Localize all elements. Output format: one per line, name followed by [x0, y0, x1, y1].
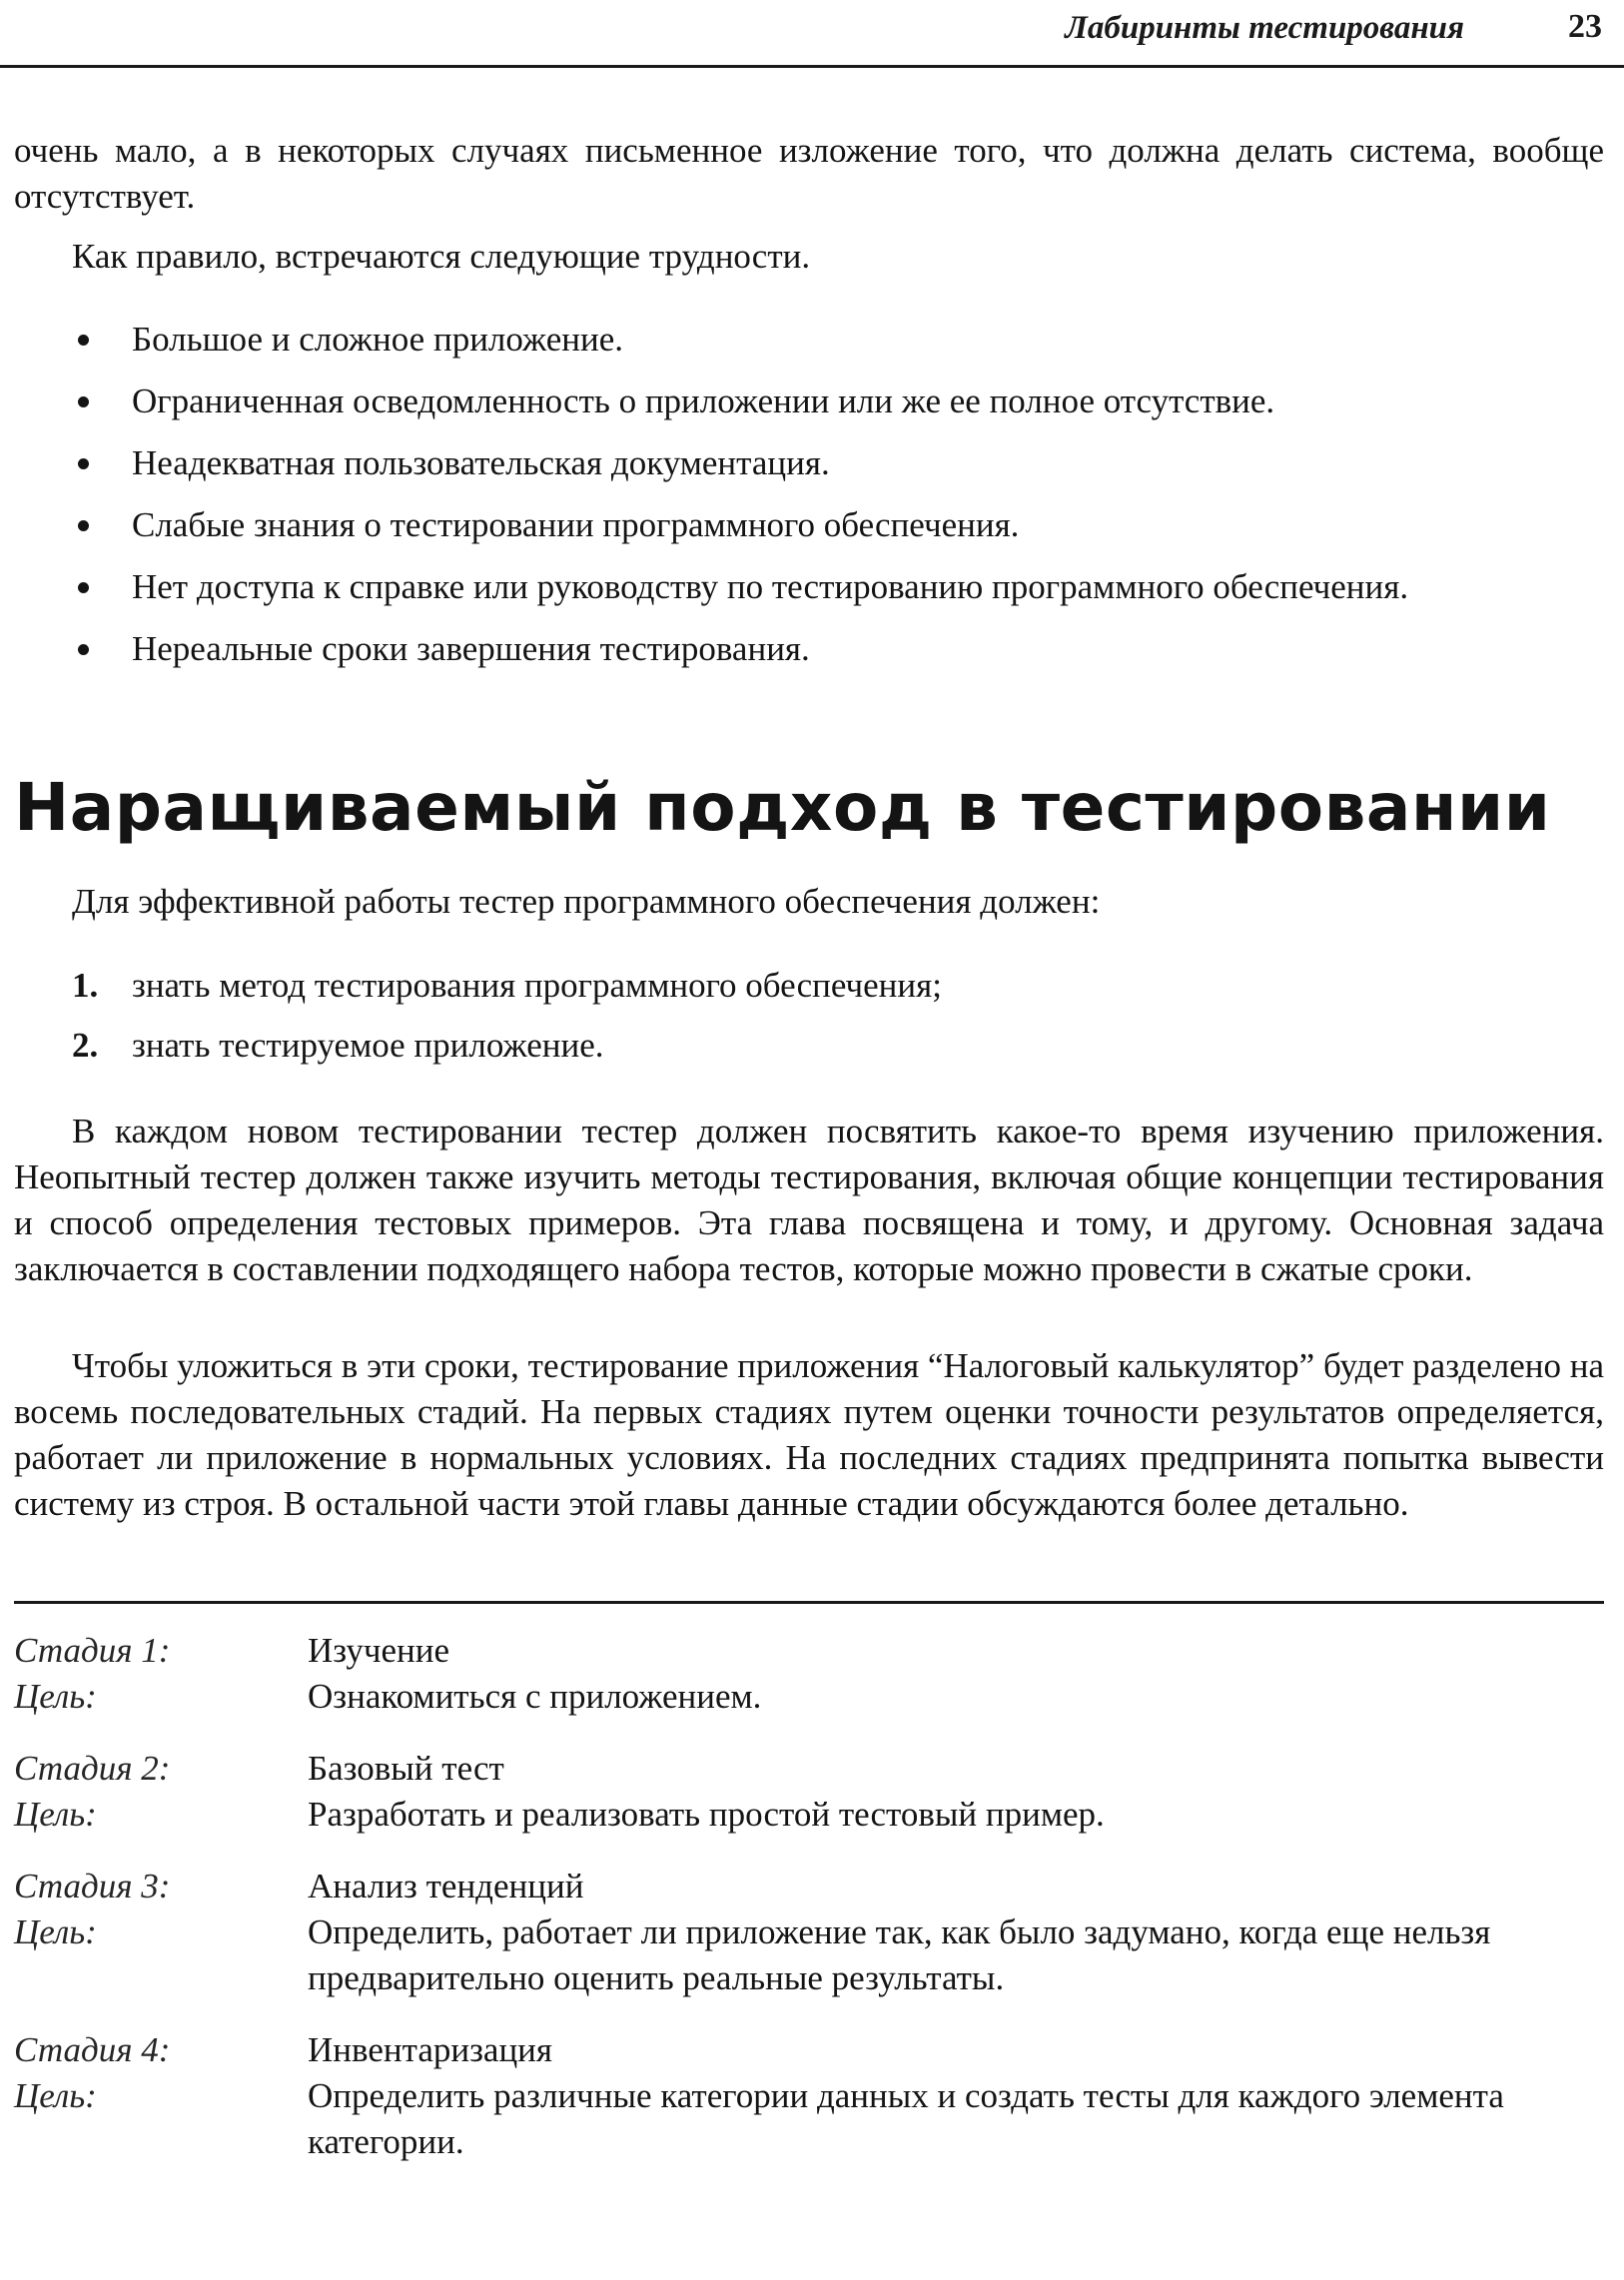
- list-item: Большое и сложное приложение.: [0, 318, 1604, 362]
- list-item: 1. знать метод тестирования программного обеспечения;: [0, 964, 1604, 1008]
- stage-goal: Определить, работает ли приложение так, как было задумано, когда еще нельзя предварительно оценить реальные результаты.: [308, 1912, 1491, 1997]
- bullet-icon: [78, 520, 89, 531]
- stages-table: [14, 1628, 1604, 2191]
- list-item: 2. знать тестируемое приложение.: [0, 1024, 1604, 1068]
- stage-block: [14, 1864, 1604, 2001]
- intro-lead: Как правило, встречаются следующие трудности.: [72, 237, 811, 276]
- goal-label: Цель:: [14, 1795, 97, 1834]
- section-heading: Наращиваемый подход в тестировании: [14, 769, 1551, 846]
- body-paragraph: Чтобы уложиться в эти сроки, тестирование приложения “Налоговый калькулятор” будет разделено на восемь последовательных стадий. На первых стадиях путем оценки точности результатов определяется, работает ли приложение в нормальных условиях. На последних стадиях предпринята попытка вывести систему из строя. В остальной части этой главы данные стадии обсуждаются более детально.: [14, 1346, 1604, 1523]
- stage-name: Изучение: [308, 1631, 449, 1670]
- divider: [14, 1601, 1604, 1604]
- stage-label: Стадия 3:: [14, 1867, 171, 1905]
- list-item: Слабые знания о тестировании программного обеспечения.: [0, 503, 1604, 547]
- list-item: Ограниченная осведомленность о приложении или же ее полное отсутствие.: [0, 380, 1604, 423]
- goal-label: Цель:: [14, 1677, 97, 1716]
- difficulties-list: [0, 318, 1604, 689]
- stage-block: [14, 1746, 1604, 1838]
- stage-label: Стадия 4:: [14, 2030, 171, 2069]
- list-item: Нет доступа к справке или руководству по тестированию программного обеспечения.: [0, 565, 1604, 609]
- goal-label: Цель:: [14, 1912, 97, 1951]
- stage-goal: Ознакомиться с приложением.: [308, 1677, 762, 1716]
- page-number: 23: [1568, 8, 1602, 45]
- running-title: Лабиринты тестирования: [1065, 10, 1464, 46]
- stage-goal: Определить различные категории данных и создать тесты для каждого элемента категории.: [308, 2076, 1504, 2161]
- running-header: [0, 0, 1624, 68]
- list-item: Нереальные сроки завершения тестирования.: [0, 627, 1604, 671]
- stage-name: Анализ тенденций: [308, 1867, 584, 1905]
- stage-block: [14, 2027, 1604, 2165]
- bullet-icon: [78, 458, 89, 469]
- bullet-icon: [78, 582, 89, 593]
- goal-label: Цель:: [14, 2076, 97, 2115]
- stage-label: Стадия 2:: [14, 1749, 171, 1788]
- list-number: 2.: [72, 1026, 99, 1065]
- intro-paragraph: очень мало, а в некоторых случаях письменное изложение того, что должна делать система, вообще отсутствует.: [14, 131, 1604, 216]
- list-number: 1.: [72, 966, 99, 1005]
- stage-goal: Разработать и реализовать простой тестовый пример.: [308, 1795, 1105, 1834]
- requirements-list: [0, 964, 1604, 1084]
- stage-block: [14, 1628, 1604, 1720]
- bullet-icon: [78, 396, 89, 407]
- body-paragraph: В каждом новом тестировании тестер должен посвятить какое-то время изучению приложения. Неопытный тестер должен также изучить методы тестирования, включая общие концепции тестирования и способ определения тестовых примеров. Эта глава посвящена и тому, и другому. Основная задача заключается в составлении подходящего набора тестов, которые можно провести в сжатые сроки.: [14, 1112, 1604, 1288]
- stage-name: Инвентаризация: [308, 2030, 552, 2069]
- section-lead: Для эффективной работы тестер программного обеспечения должен:: [72, 882, 1101, 921]
- list-item: Неадекватная пользовательская документация.: [0, 441, 1604, 485]
- stage-label: Стадия 1:: [14, 1631, 171, 1670]
- stage-name: Базовый тест: [308, 1749, 504, 1788]
- bullet-icon: [78, 644, 89, 655]
- bullet-icon: [78, 335, 89, 346]
